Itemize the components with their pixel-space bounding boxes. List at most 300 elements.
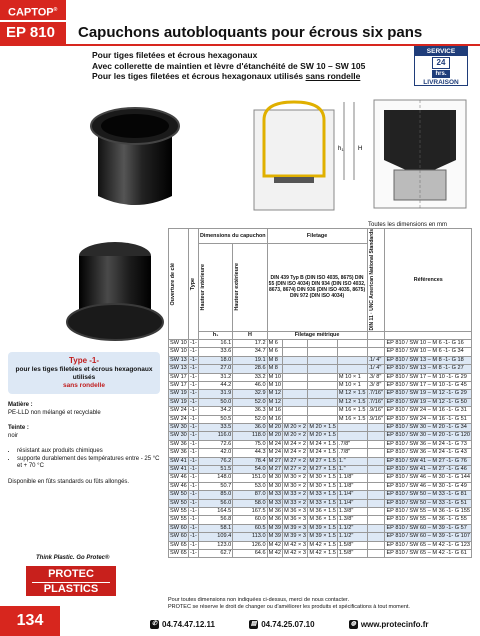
table-cell: [367, 339, 385, 347]
th-filetage: Filetage: [267, 229, 367, 244]
table-cell: 148.0: [198, 474, 232, 482]
phone: [150, 620, 231, 629]
table-cell: EP 810 / SW 41 – M 27 -1- G 76: [385, 457, 472, 465]
table-cell: M 24 × 2: [284, 440, 306, 447]
table-cell: [367, 524, 385, 532]
table-cell: .1/ 4": [367, 356, 385, 364]
table-cell: -1-: [190, 541, 197, 548]
table-cell: 58.0: [233, 499, 267, 507]
table-cell: [308, 356, 338, 364]
dim-H: H: [358, 146, 363, 152]
table-cell: .7/8": [337, 449, 367, 457]
table-cell: EP 810 / SW 41 – M 27 -1- G 46: [385, 466, 472, 474]
table-cell: [308, 381, 338, 389]
table-cell: M 16: [268, 407, 282, 414]
table-cell: 126.0: [233, 541, 267, 549]
th-ouverture-text: Ouverture de clé: [170, 262, 176, 306]
table-cell: -1-: [190, 423, 197, 430]
logo-line2: PLASTICS: [32, 582, 110, 596]
table-cell: M 39 × 3: [284, 533, 306, 540]
page-number: 134: [0, 606, 60, 636]
th-hi-text: Hauteur intérieure: [199, 264, 206, 311]
table-cell: EP 810 / SW 24 – M 16 -1- G 31: [385, 407, 472, 415]
table-cell: M 39 × 3: [284, 524, 306, 531]
table-cell: 1.3/8": [337, 508, 367, 516]
website-link[interactable]: [349, 620, 445, 629]
table-cell: M 12 × 1.5: [338, 390, 366, 397]
table-cell: EP 810 / SW 36 – M 24 -1- G 73: [385, 440, 472, 448]
table-cell: 1.1/4": [337, 491, 367, 499]
table-cell: .7/16": [367, 390, 385, 398]
table-cell: M 27 × 2: [284, 457, 306, 464]
table-row: [169, 365, 472, 373]
table-row: [169, 432, 472, 440]
table-cell: M 42: [268, 541, 282, 548]
brand-tag: CAPTOP®: [0, 0, 66, 20]
table-cell: .3/ 8": [367, 381, 385, 389]
table-cell: -1-: [190, 348, 197, 355]
table-cell: -1-: [190, 339, 197, 346]
table-row: [169, 541, 472, 549]
table-cell: -1-: [190, 482, 197, 489]
table-row: [169, 339, 472, 347]
table-cell: 167.5: [233, 508, 267, 516]
table-cell: SW 46: [170, 474, 187, 481]
table-cell: -1-: [190, 365, 197, 372]
table-cell: [367, 440, 385, 448]
table-cell: M 39 × 1.5: [309, 533, 336, 540]
table-cell: EP 810 / SW 36 – M 24 -1- G 43: [385, 449, 472, 457]
th-references: Références: [385, 229, 472, 332]
th-empty: [385, 331, 472, 339]
table-cell: EP 810 / SW 24 – M 16 -1- G 51: [385, 415, 472, 423]
table-cell: 36.3: [233, 407, 267, 415]
spec-block: [8, 402, 160, 486]
th-h1: h₁: [198, 331, 232, 339]
table-cell: 31.9: [198, 390, 232, 398]
table-cell: M 10 × 1: [337, 381, 367, 389]
table-cell: 53.0: [233, 482, 267, 490]
table-row: [169, 466, 472, 474]
table-cell: EP 810 / SW 30 – M 20 -1- G 120: [386, 432, 470, 439]
footnote-line2: PROTEC se réserve le droit de changer ou d'améliorer les produits et spécifications à tout moment.: [168, 604, 410, 610]
logo-line1: PROTEC: [48, 568, 94, 580]
cap-photo-bottom: [60, 232, 170, 352]
th-unc-text: DIN 11 · UNC American National Standards: [368, 229, 375, 331]
dispo-text: Disponible en fûts standards ou fûts allongés.: [8, 478, 130, 485]
table-cell: 72.6: [198, 440, 232, 448]
table-cell: 1.5/8": [337, 541, 367, 549]
table-row: [169, 474, 472, 482]
dim-h1: h1: [338, 146, 344, 152]
table-cell: M 30 × 2: [284, 482, 306, 489]
table-cell: [337, 339, 367, 347]
table-cell: 78.4: [233, 457, 267, 465]
table-cell: 164.5: [198, 508, 232, 516]
subtitle-line3-emph: sans rondelle: [305, 71, 361, 81]
bullet-item: • résistant aux produits chimiques: [17, 448, 160, 456]
teinte-value: noir: [8, 432, 19, 439]
service-bottom: LIVRAISON: [423, 79, 459, 86]
table-cell: M 6: [267, 348, 282, 356]
table-cell: [367, 432, 385, 440]
table-cell: SW 19: [170, 390, 187, 397]
table-cell: M 36: [268, 516, 282, 523]
table-cell: M 39: [268, 524, 282, 531]
fax-text: 04.74.25.07.10: [261, 620, 315, 629]
product-ref: EP 810: [0, 22, 66, 44]
table-cell: EP 810 / SW 19 – M 12 -1- G 50: [385, 398, 472, 406]
table-cell: EP 810 / SW 50 – M 33 -1- G 51: [385, 499, 472, 507]
table-cell: 32.9: [233, 390, 267, 398]
table-cell: M 30 × 1.5: [309, 482, 336, 489]
table-cell: SW 30: [170, 423, 187, 430]
table-cell: M 10 × 1: [337, 373, 367, 381]
table-cell: 1.1/2": [337, 533, 367, 541]
table-cell: 58.1: [198, 524, 232, 532]
table-cell: 76.2: [198, 457, 232, 465]
table-cell: M 24 × 1.5: [309, 440, 336, 447]
table-cell: -1-: [190, 524, 197, 531]
table-cell: M 42 × 1.5: [309, 550, 336, 557]
table-cell: EP 810 / SW 50 – M 33 -1- G 81: [385, 491, 472, 499]
table-cell: 118.0: [233, 432, 267, 440]
subtitle: [92, 50, 365, 82]
table-cell: SW 50: [170, 491, 187, 498]
table-cell: -1-: [190, 466, 197, 472]
table-row: [169, 407, 472, 415]
table-cell: [337, 348, 367, 356]
service-top: SERVICE: [415, 47, 467, 56]
table-cell: 33.6: [198, 348, 232, 356]
table-cell: 151.0: [233, 474, 267, 482]
website-text[interactable]: www.protecinfo.fr: [360, 620, 429, 629]
contact-bar: [150, 620, 461, 629]
table-cell: 75.0: [233, 440, 267, 448]
table-cell: [283, 407, 308, 415]
table-cell: 44.2: [198, 381, 232, 389]
table-cell: M 27 × 1.5: [309, 466, 336, 472]
table-cell: 34.2: [198, 407, 232, 415]
table-cell: [367, 423, 385, 431]
table-cell: 52.0: [233, 415, 267, 423]
table-cell: M 42 × 3: [284, 541, 306, 548]
table-cell: M 27 × 2: [284, 466, 306, 472]
table-cell: [283, 348, 308, 356]
table-cell: 50.5: [198, 415, 232, 423]
table-cell: M 30 × 1.5: [309, 474, 336, 481]
table-cell: 1.1/4": [337, 499, 367, 507]
table-cell: EP 810 / SW 46 – M 30 -1- G 144: [386, 474, 470, 481]
table-cell: M 24: [268, 449, 282, 456]
table-cell: [308, 373, 338, 381]
type-box: [8, 352, 160, 394]
table-cell: -1-: [190, 440, 197, 447]
table-cell: SW 10: [170, 339, 187, 346]
table-cell: SW 60: [170, 524, 187, 531]
table-cell: M 30: [268, 482, 282, 489]
table-cell: M 27 × 1.5: [309, 457, 336, 464]
table-cell: M 8: [267, 356, 282, 364]
subtitle-line2: Avec collerette de maintien et lèvre d'étanchéité de SW 10 – SW 105: [92, 60, 366, 71]
table-cell: EP 810 / SW 65 – M 42 -1- G 61: [385, 550, 472, 558]
th-H: H: [233, 331, 267, 339]
table-cell: EP 810 / SW 60 – M 39 -1- G 107: [386, 533, 470, 540]
table-cell: SW 41: [170, 466, 187, 472]
footnote: [168, 597, 410, 611]
th-unc: [367, 229, 385, 332]
table-cell: M 8: [267, 365, 282, 373]
table-cell: M 33 × 1.5: [309, 491, 336, 498]
table-row: [169, 390, 472, 398]
th-ouverture: [169, 229, 189, 340]
th-empty: [367, 331, 385, 339]
table-cell: -1-: [190, 533, 197, 540]
table-row: [169, 491, 472, 499]
matiere-label: Matière :: [8, 402, 33, 408]
table-cell: EP 810 / SW 55 – M 36 -1- G 155: [386, 508, 470, 515]
table-cell: SW 13: [170, 356, 187, 363]
table-cell: 34.7: [233, 348, 267, 356]
table-cell: SW 36: [170, 449, 187, 456]
table-cell: .1/ 4": [367, 365, 385, 373]
table-row: [169, 440, 472, 448]
table-cell: SW 46: [170, 482, 187, 489]
table-cell: 60.5: [233, 524, 267, 532]
table-cell: -1-: [190, 381, 197, 388]
table-cell: M 33: [268, 491, 282, 498]
type-red: sans rondelle: [63, 382, 105, 389]
table-cell: 116.0: [198, 432, 232, 440]
table-cell: [283, 381, 308, 389]
th-he-text: Hauteur extérieure: [234, 263, 241, 312]
table-cell: SW 19: [170, 398, 187, 405]
table-cell: 46.0: [233, 381, 267, 389]
table-cell: M 6: [267, 339, 282, 347]
table-cell: M 39 × 1.5: [309, 524, 336, 531]
table-cell: -1-: [190, 373, 197, 380]
table-cell: [367, 482, 385, 490]
table-cell: .7/16": [367, 398, 385, 406]
table-cell: M 20 × 2: [284, 423, 306, 430]
table-cell: M 30: [268, 474, 282, 481]
table-cell: -1-: [190, 432, 197, 439]
table-cell: [367, 466, 385, 474]
table-cell: SW 10: [170, 348, 187, 355]
table-cell: M 36: [268, 508, 282, 515]
matiere-value: PE-LLD non mélangé et recyclable: [8, 409, 101, 416]
table-cell: [367, 541, 385, 549]
table-cell: -1-: [190, 508, 197, 515]
table-cell: -1-: [190, 474, 197, 481]
th-din: DIN 439 Typ B (DIN ISO 4035, 8675) DIN 55 (DIN ISO 4034) DIN 934 (DIN ISO 4032, 8673, 8674) DIN 936 (DIN ISO 4035, 8675) DIN 972 (DIN ISO 4034): [267, 244, 367, 331]
table-cell: M 20 × 1.5: [309, 423, 336, 430]
table-cell: M 16 × 1.5: [338, 415, 366, 422]
table-cell: [283, 356, 308, 364]
table-cell: [367, 348, 385, 356]
table-cell: M 12 × 1.5: [338, 398, 366, 405]
table-cell: EP 810 / SW 46 – M 30 -1- G 49: [385, 482, 472, 490]
table-cell: SW 17: [170, 373, 187, 380]
table-cell: M 42 × 1.5: [309, 541, 336, 548]
table-cell: M 27: [268, 466, 282, 472]
table-row: [169, 482, 472, 490]
table-cell: 50.0: [198, 398, 232, 406]
table-cell: M 39: [268, 533, 282, 540]
table-cell: SW 50: [170, 499, 187, 506]
table-cell: 56.8: [198, 516, 232, 524]
table-cell: 52.0: [233, 398, 267, 406]
table-cell: -1-: [190, 390, 197, 397]
table-cell: M 20: [268, 432, 282, 439]
table-cell: .7/8": [337, 440, 367, 448]
table-cell: 109.4: [198, 533, 232, 541]
table-row: [169, 550, 472, 558]
table-cell: M 24: [268, 440, 282, 447]
type-title: Type -1-: [68, 356, 100, 365]
table-cell: 44.3: [233, 449, 267, 457]
subtitle-line1: Pour tiges filetées et écrous hexagonaux: [92, 50, 258, 60]
cap-photo-top: [80, 96, 190, 216]
table-cell: -1-: [190, 491, 197, 498]
table-cell: [367, 457, 385, 465]
table-cell: 1.": [337, 457, 367, 465]
table-cell: EP 810 / SW 13 – M 8 -1- G 18: [385, 356, 472, 364]
fax: [249, 620, 330, 629]
table-cell: M 10: [268, 381, 282, 388]
th-hi: [198, 244, 232, 331]
table-cell: M 20: [268, 423, 282, 430]
table-row: [169, 516, 472, 524]
table-cell: M 16 × 1.5: [338, 407, 366, 414]
table-cell: 1.": [337, 466, 367, 474]
table-row: [169, 398, 472, 406]
table-row: [169, 423, 472, 431]
table-cell: SW 17: [170, 381, 187, 388]
table-cell: [337, 432, 367, 440]
table-cell: -1-: [190, 356, 197, 363]
table-cell: 50.7: [198, 482, 232, 490]
table-cell: M 36 × 3: [284, 508, 306, 515]
table-cell: SW 55: [170, 508, 187, 515]
table-cell: [367, 516, 385, 524]
table-cell: SW 36: [170, 440, 187, 447]
table-cell: 1.5/8": [337, 550, 367, 558]
table-cell: [367, 449, 385, 457]
type-desc: pour les tiges filetées et écrous hexagonaux utilisés: [15, 366, 153, 381]
table-cell: .9/16": [367, 407, 385, 415]
sidebar: [8, 352, 160, 486]
th-dims: Dimensions du capuchon: [198, 229, 267, 244]
th-type: [189, 229, 199, 340]
table-cell: SW 60: [170, 533, 187, 540]
table-cell: 1.1/2": [337, 524, 367, 532]
bullet-item: • supporte durablement des températures entre - 25 °C et + 70 °C: [17, 456, 160, 471]
table-cell: 17.2: [233, 339, 267, 347]
table-cell: SW 24: [170, 407, 187, 414]
table-cell: 18.0: [198, 356, 232, 364]
table-cell: 19.1: [233, 356, 267, 364]
table-cell: 54.0: [233, 466, 267, 474]
table-cell: -1-: [190, 499, 197, 506]
table-cell: [283, 365, 308, 373]
table-cell: M 10: [268, 373, 282, 380]
table-cell: M 36 × 1.5: [309, 516, 336, 523]
table-cell: EP 810 / SW 13 – M 8 -1- G 27: [385, 365, 472, 373]
table-cell: SW 13: [170, 365, 187, 372]
table-cell: M 24 × 1.5: [309, 449, 336, 456]
table-cell: [308, 339, 338, 347]
technical-drawing: [214, 80, 476, 220]
table-cell: [367, 491, 385, 499]
table-cell: 1.1/8": [337, 474, 367, 482]
th-metrique: Filetage métrique: [267, 331, 367, 339]
table-cell: EP 810 / SW 30 – M 20 -1- G 34: [385, 423, 472, 431]
units-note: Toutes les dimensions en mm: [368, 222, 448, 228]
table-cell: [337, 365, 367, 373]
table-row: [169, 524, 472, 532]
table-cell: [367, 550, 385, 558]
table-cell: 31.2: [198, 373, 232, 381]
table-cell: M 33 × 2: [284, 491, 306, 498]
table-row: [169, 508, 472, 516]
table-row: [169, 373, 472, 381]
fax-icon: ▤: [250, 621, 257, 628]
table-cell: M 36 × 3: [284, 516, 306, 523]
tagline: Think Plastic. Go Protec®: [36, 555, 110, 561]
phone-icon: ✆: [151, 621, 158, 628]
table-cell: 1.1/8": [337, 482, 367, 490]
table-row: [169, 499, 472, 507]
teinte-label: Teinte :: [8, 425, 29, 431]
table-cell: EP 810 / SW 55 – M 36 -1- G 55: [385, 516, 472, 524]
table-cell: EP 810 / SW 17 – M 10 -1- G 45: [385, 381, 472, 389]
table-cell: -1-: [190, 407, 197, 414]
table-cell: [337, 356, 367, 364]
table-cell: SW 55: [170, 516, 187, 523]
table-cell: M 12: [268, 390, 282, 397]
table-cell: SW 24: [170, 415, 187, 422]
table-cell: EP 810 / SW 10 – M 6 -1- G 16: [385, 339, 472, 347]
table-cell: [283, 390, 308, 398]
table-cell: [337, 423, 367, 431]
table-cell: EP 810 / SW 10 – M 6 -1- G 34: [385, 348, 472, 356]
table-cell: 16.1: [198, 339, 232, 347]
table-cell: 64.6: [233, 550, 267, 558]
table-cell: [283, 415, 308, 423]
table-cell: 85.0: [198, 491, 232, 499]
table-cell: 123.0: [198, 541, 232, 549]
table-cell: M 27: [268, 457, 282, 464]
table-cell: EP 810 / SW 17 – M 10 -1- G 29: [385, 373, 472, 381]
table-cell: [367, 499, 385, 507]
table-cell: EP 810 / SW 19 – M 12 -1- G 29: [385, 390, 472, 398]
table-cell: EP 810 / SW 65 – M 42 -1- G 123: [386, 541, 470, 548]
table-cell: M 42: [268, 550, 282, 557]
table-cell: 87.0: [233, 491, 267, 499]
table-cell: -1-: [190, 516, 197, 523]
table-cell: [308, 365, 338, 373]
subtitle-line3-text: Pour les tiges filetées et écrous hexagonaux utilisés: [92, 71, 306, 81]
table-cell: [367, 474, 385, 482]
header-divider: [0, 44, 480, 46]
table-row: [169, 449, 472, 457]
table-cell: 33.2: [233, 373, 267, 381]
table-cell: 62.7: [198, 550, 232, 558]
table-cell: [367, 533, 385, 541]
table-cell: [308, 390, 338, 398]
table-cell: [283, 373, 308, 381]
